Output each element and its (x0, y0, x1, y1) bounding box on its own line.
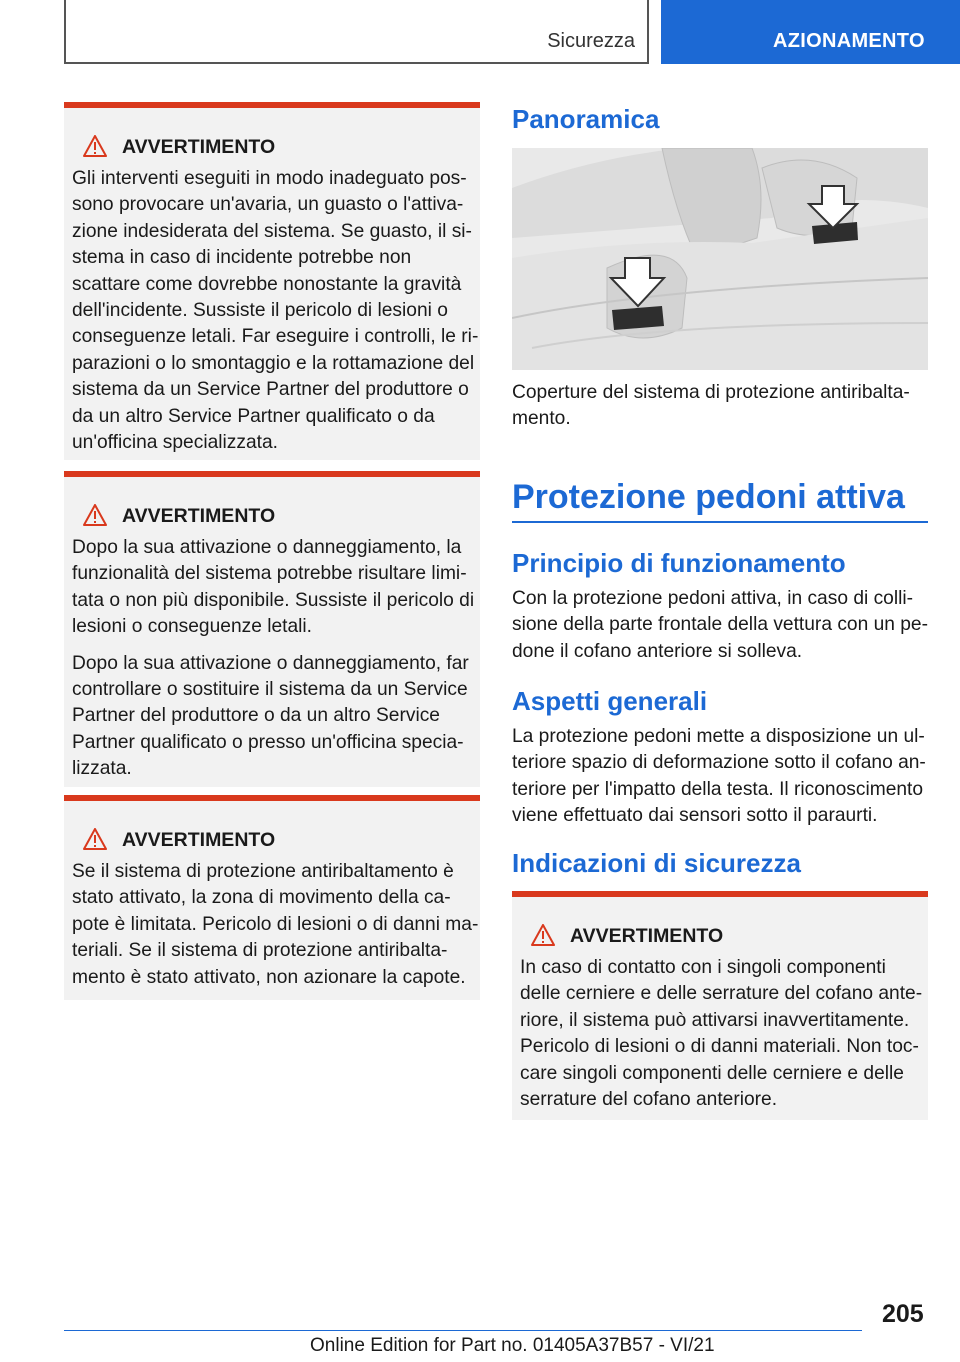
text-line: lizzata. (72, 758, 132, 780)
warning-box-2 (64, 471, 480, 787)
warning-header (72, 134, 472, 160)
text-line: lesioni o conseguenze letali. (72, 616, 313, 638)
text-line: La protezione pedoni mette a disposizione un ul- (512, 726, 925, 747)
section-heading-aspetti: Aspetti generali (512, 686, 708, 716)
text-line: scattare come dovrebbe nonostante la gravità (72, 273, 462, 295)
page-number: 205 (882, 1300, 924, 1328)
text-line: sione della parte frontale della vettura con un pe- (512, 614, 928, 636)
text-line: In caso di contatto con i singoli componenti (520, 957, 886, 978)
text-line: Con la protezione pedoni attiva, in caso di colli- (512, 588, 914, 609)
header-chapter-tab (661, 0, 960, 64)
text-line: Dopo la sua attivazione o danneggiamento, la (72, 537, 462, 558)
text-line: parazioni o lo smontaggio e la rottamazione del (72, 352, 475, 374)
text-line: Coperture del sistema di protezione antiribalta- (512, 382, 910, 403)
text-line: Partner qualificato o presso un'officina specia- (72, 731, 464, 753)
warning-paragraph (72, 859, 479, 991)
text-line: pote è limitata. Pericolo di lesioni o di danni ma- (72, 913, 479, 935)
warning-title: AVVERTIMENTO (122, 135, 276, 158)
section-heading-panoramica: Panoramica (512, 104, 660, 134)
header-chapter-title: AZIONAMENTO (773, 30, 925, 52)
text-line: zione indesiderata del sistema. Se guasto, il si- (72, 220, 472, 242)
warning-paragraph (72, 535, 475, 641)
warning-paragraph (72, 651, 472, 783)
text-line: da un altro Service Partner qualificato o da (72, 405, 435, 427)
warning-title: AVVERTIMENTO (122, 828, 276, 851)
text-line: teriore spazio di deformazione sotto il cofano an- (512, 752, 926, 774)
warning-triangle-icon (520, 924, 566, 948)
text-line: funzionalità del sistema potrebbe risultare limi- (72, 563, 467, 585)
text-line: stema in caso di incidente potrebbe non (72, 247, 412, 269)
aspetti-paragraph (512, 724, 926, 830)
rollover-protection-figure (512, 148, 928, 370)
text-line: Se il sistema di protezione antiribaltamento è (72, 861, 454, 882)
text-line: teriali. Se il sistema di protezione antiribalta- (72, 940, 448, 962)
footer-edition: Online Edition for Part no. 01405A37B57 - VI/21 (310, 1335, 715, 1356)
text-line: Partner del produttore o da un altro Service (72, 705, 440, 727)
text-line: sistema da un Service Partner del produttore o (72, 379, 469, 401)
text-line: sono provocare un'avaria, un guasto o l'attiva- (72, 194, 464, 216)
text-line: controllare o sostituire il sistema da un Service (72, 679, 468, 701)
text-line: Dopo la sua attivazione o danneggiamento, far (72, 652, 469, 674)
section-heading-principio: Principio di funzionamento (512, 548, 846, 578)
text-line: conseguenze letali. Far eseguire i controlli, le ri- (72, 326, 479, 348)
text-line: tata o non più disponibile. Sussiste il pericolo di (72, 589, 475, 611)
warning-header (72, 503, 472, 529)
section-heading-indicazioni: Indicazioni di sicurezza (512, 848, 801, 878)
warning-title: AVVERTIMENTO (122, 504, 276, 527)
warning-paragraph (520, 955, 923, 1113)
figure-caption (512, 380, 928, 433)
warning-header (520, 923, 920, 949)
text-line: Gli interventi eseguiti in modo inadeguato pos- (72, 168, 467, 189)
text-line: mento è stato attivato, non azionare la capote. (72, 966, 466, 988)
warning-triangle-icon (72, 504, 118, 528)
text-line: teriore per l'impatto della testa. Il riconoscimento (512, 778, 924, 800)
text-line: stato attivato, la zona di movimento della ca- (72, 887, 451, 909)
principio-paragraph (512, 586, 928, 665)
warning-triangle-icon (72, 135, 118, 159)
text-line: serrature del cofano anteriore. (520, 1089, 778, 1111)
footer-rule (64, 1330, 862, 1331)
warning-paragraph (72, 166, 479, 456)
text-line: Pericolo di lesioni o di danni materiali. Non toc- (520, 1036, 919, 1058)
header-section-box (64, 0, 649, 64)
warning-header (72, 827, 472, 853)
text-line: delle cerniere e delle serrature del cofano ante- (520, 983, 923, 1005)
text-line: done il cofano anteriore si solleva. (512, 640, 803, 662)
text-line: riore, il sistema può attivarsi inavvertitamente. (520, 1009, 910, 1031)
text-line: un'officina specializzata. (72, 432, 278, 454)
header-section-title: Sicurezza (547, 30, 635, 52)
text-line: mento. (512, 408, 571, 430)
text-line: viene effettuato dai sensori sotto il paraurti. (512, 805, 878, 827)
text-line: dell'incidente. Sussiste il pericolo di lesioni o (72, 300, 448, 322)
warning-title: AVVERTIMENTO (570, 924, 724, 947)
text-line: care singoli componenti delle cerniere e delle (520, 1062, 904, 1084)
warning-box-3 (64, 795, 480, 1000)
warning-triangle-icon (72, 828, 118, 852)
main-heading: Protezione pedoni attiva (512, 478, 928, 523)
warning-box-1 (64, 102, 480, 460)
warning-box-4 (512, 891, 928, 1120)
